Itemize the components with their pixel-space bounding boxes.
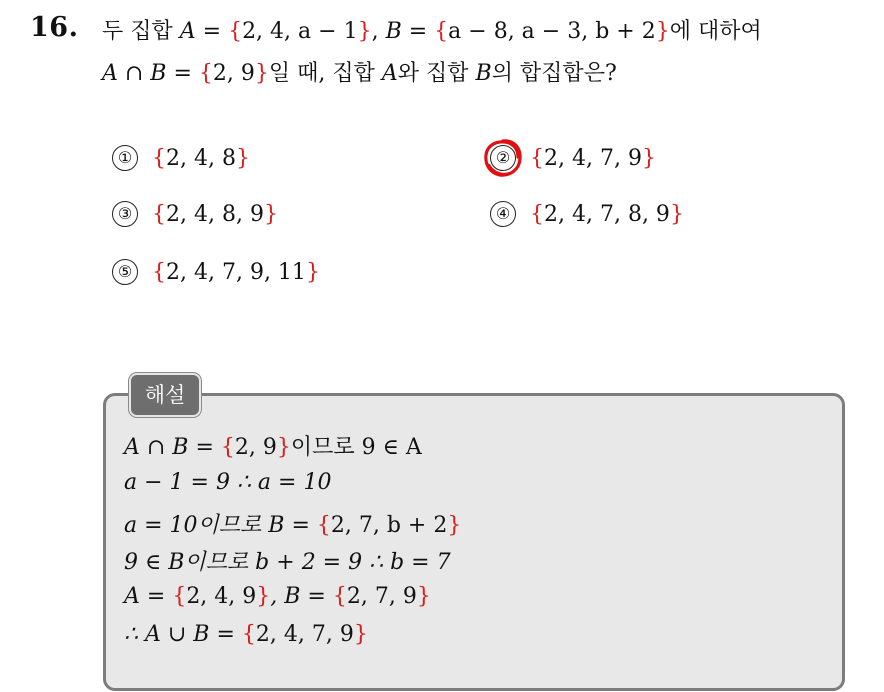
set-name-a: A [179,19,196,44]
math-text: ∴ A ∪ B = [124,622,242,647]
brace: } [254,61,269,86]
solution-line-6 [124,622,368,647]
solution-line-1 [124,430,422,461]
solution-line-5 [124,584,431,609]
brace: } [447,513,462,538]
brace: } [263,201,278,227]
intersection-expr: A ∩ B = [102,61,199,86]
choice-5[interactable] [112,259,320,285]
stem-text: 일 때, 집합 [268,61,382,86]
set-elements: 2, 4, 7, 9 [255,622,354,647]
choice-number: ② [490,145,516,171]
stem-text: = [195,19,229,44]
solution-line-2 [124,470,331,495]
question-stem-line-1 [102,14,762,45]
solution-line-3 [124,508,461,539]
brace: { [198,61,213,86]
stem-text: 두 집합 [102,19,180,44]
choice-number: ⑤ [112,259,138,285]
brace: } [305,259,320,285]
brace: { [152,201,166,227]
set-name-b: B [385,19,402,44]
solution-label: 해설 [129,373,201,417]
choice-set: 2, 4, 8, 9 [166,201,264,227]
brace: { [228,19,243,44]
set-a-elements: 2, 4, a − 1 [242,19,358,44]
brace: { [434,19,449,44]
stem-text: , [371,19,386,44]
math-text: , B = [270,584,333,609]
question-number: 16. [30,12,79,43]
brace: } [353,622,368,647]
math-text: 이므로 9 ∈ A [290,435,422,460]
brace: { [332,584,347,609]
brace: { [152,259,166,285]
brace: } [357,19,372,44]
math-text: a = 10이므로 B = [124,513,317,538]
choice-set: 2, 4, 7, 9, 11 [166,259,306,285]
choice-3[interactable] [112,201,278,227]
solution-line-4 [124,545,451,576]
brace: } [416,584,431,609]
stem-text: = [401,19,435,44]
stem-text: 와 집합 [397,61,476,86]
choice-set: 2, 4, 7, 8, 9 [544,201,670,227]
choice-number: ① [112,145,138,171]
choice-set: 2, 4, 8 [166,145,236,171]
brace: } [276,435,291,460]
question-stem-line-2 [102,56,617,87]
choice-number: ④ [490,201,516,227]
choice-1[interactable] [112,145,250,171]
brace: { [530,145,544,171]
math-text: A ∩ B = [124,435,221,460]
brace: } [256,584,271,609]
choice-number: ③ [112,201,138,227]
choice-set: 2, 4, 7, 9 [544,145,642,171]
set-name-b: B [475,61,492,86]
brace: } [235,145,250,171]
intersection-elements: 2, 9 [212,61,255,86]
set-elements: 2, 7, b + 2 [330,513,448,538]
stem-text: 의 합집합은? [491,61,617,86]
brace: { [220,435,235,460]
set-name-a: A [381,61,398,86]
brace: { [172,584,187,609]
brace: } [669,201,684,227]
math-text: 9 ∈ B이므로 b + 2 = 9 ∴ b = 7 [124,550,451,575]
set-elements: 2, 7, 9 [346,584,417,609]
choice-2[interactable] [490,145,656,171]
choice-4[interactable] [490,201,684,227]
brace: { [152,145,166,171]
brace: { [530,201,544,227]
set-b-elements: a − 8, a − 3, b + 2 [448,19,656,44]
brace: } [641,145,656,171]
brace: } [655,19,670,44]
set-elements: 2, 4, 9 [186,584,257,609]
stem-text: 에 대하여 [669,19,762,44]
brace: { [316,513,331,538]
brace: { [241,622,256,647]
math-text: A = [124,584,173,609]
math-text: a − 1 = 9 ∴ a = 10 [124,470,332,495]
set-elements: 2, 9 [234,435,277,460]
